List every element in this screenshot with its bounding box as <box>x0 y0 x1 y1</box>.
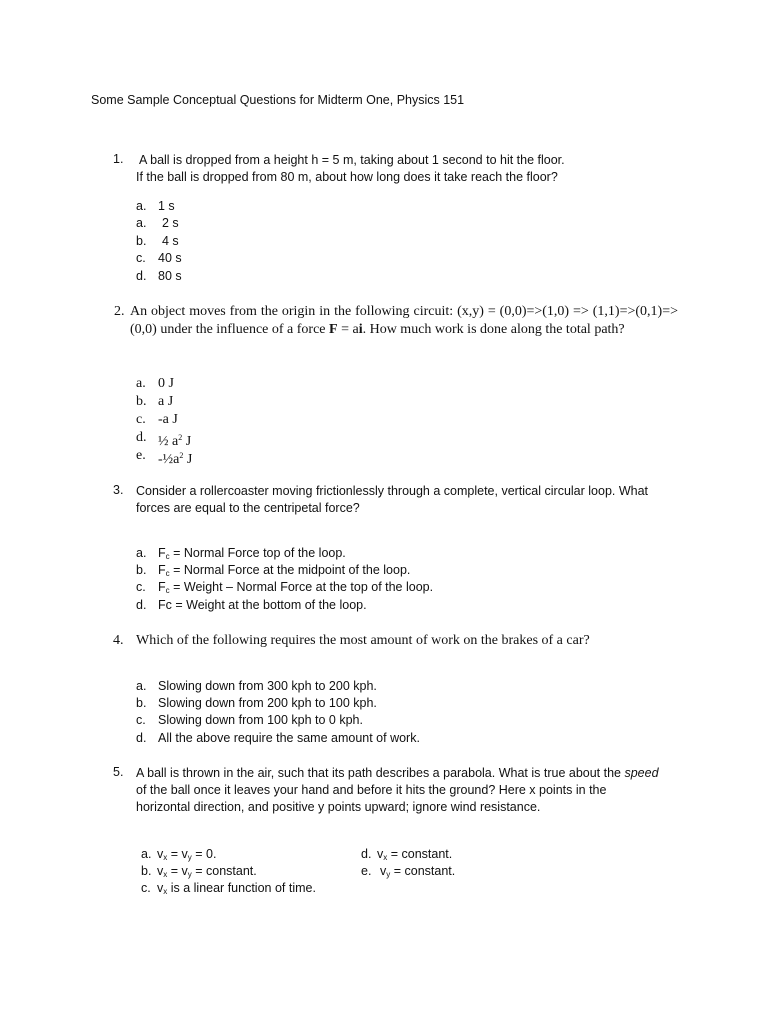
option-text: $v_x = v_y$ = constant. <box>157 864 257 879</box>
question-line: Consider a rollercoaster moving frictionlessly through a complete, vertical circular loop. What <box>136 484 649 498</box>
option-letter: b. <box>141 864 152 878</box>
option-text: Slowing down from 200 kph to 100 kph. <box>158 696 377 710</box>
option-letter: a. <box>136 376 146 391</box>
option-text: $F_c$ = Normal Force at the midpoint of the loop. <box>158 563 411 578</box>
option-letter: b. <box>136 563 147 577</box>
option-text: $-\frac{1}{2}a^2$ J <box>158 451 193 467</box>
option-letter: d. <box>361 847 372 861</box>
question-text <box>136 483 696 517</box>
option-letter: a. <box>136 216 147 230</box>
question-line: of the ball once it leaves your hand and before it hits the ground? Here x points in the <box>136 783 607 797</box>
option-text: $v_x = v_y = 0$. <box>157 847 217 862</box>
option-letter: a. <box>141 847 152 861</box>
option-letter: b. <box>136 234 147 248</box>
option-letter: c. <box>136 251 146 265</box>
option-letter: c. <box>136 580 146 594</box>
option-letter: d. <box>136 598 147 612</box>
question-number: 5. <box>113 765 124 779</box>
option-text: $v_x$ = constant. <box>377 847 453 862</box>
question-line: A ball is dropped from a height h = 5 m, taking about 1 second to hit the floor. <box>139 153 565 167</box>
option-letter: d. <box>136 731 147 745</box>
question-line: A ball is thrown in the air, such that its path describes a parabola. What is true about the speed <box>136 766 659 780</box>
option-text: $F_c$ = Weight – Normal Force at the top of the loop. <box>158 580 434 595</box>
question-number: 3. <box>113 483 124 497</box>
option-text: 4 s <box>162 234 179 248</box>
option-letter: c. <box>141 881 151 895</box>
option-letter: e. <box>136 448 146 463</box>
option-letter: b. <box>136 696 147 710</box>
question-number: 4. <box>113 633 124 648</box>
question-line: forces are equal to the centripetal force? <box>136 501 360 515</box>
option-letter: e. <box>361 864 372 878</box>
question-text <box>130 303 678 339</box>
question-line: horizontal direction, and positive y points upward; ignore wind resistance. <box>136 800 541 814</box>
option-letter: a. <box>136 199 147 213</box>
option-letter: a. <box>136 679 147 693</box>
force-symbol: F <box>329 322 338 337</box>
option-letter: d. <box>136 430 147 445</box>
option-text: 0 J <box>158 376 174 391</box>
option-text: 80 s <box>158 269 182 283</box>
question-text-part: . How much work is done along the total path? <box>362 322 625 337</box>
unit-vector-symbol: i <box>358 322 363 337</box>
option-letter: c. <box>136 713 146 727</box>
option-letter: d. <box>136 269 147 283</box>
option-letter: b. <box>136 394 147 409</box>
option-text: 40 s <box>158 251 182 265</box>
option-text: 1 s <box>158 199 175 213</box>
option-text: $v_x$ is a linear function of time. <box>157 881 316 896</box>
question-number: 1. <box>113 152 124 166</box>
option-text: $v_y$ = constant. <box>380 864 456 879</box>
question-text-part: An object moves from the origin in the following circuit: (x,y) = (0,0)=>(1,0) => (1,1)=>(0,1)=>(0,0) under the influence of a force <box>130 304 678 337</box>
emphasis-text: speed <box>624 766 659 780</box>
option-text: Fc = Weight at the bottom of the loop. <box>158 598 367 612</box>
option-text: ½ $a^2$ J <box>158 433 192 449</box>
option-text: -a J <box>158 412 178 427</box>
option-letter: a. <box>136 546 147 560</box>
question-number: 2. <box>114 304 125 319</box>
option-text: 2 s <box>162 216 179 230</box>
question-text <box>136 152 684 186</box>
question-line: If the ball is dropped from 80 m, about how long does it take reach the floor? <box>136 170 558 184</box>
option-text: Slowing down from 300 kph to 200 kph. <box>158 679 377 693</box>
option-text: $F_c$ = Normal Force top of the loop. <box>158 546 346 561</box>
option-text: All the above require the same amount of work. <box>158 731 420 745</box>
option-letter: c. <box>136 412 146 427</box>
document-title: Some Sample Conceptual Questions for Midterm One, Physics 151 <box>91 93 465 107</box>
question-text-part: = a <box>337 322 359 337</box>
question-text: Which of the following requires the most amount of work on the brakes of a car? <box>136 633 590 648</box>
option-text: a J <box>158 394 174 409</box>
question-text <box>136 765 696 816</box>
option-text: Slowing down from 100 kph to 0 kph. <box>158 713 363 727</box>
